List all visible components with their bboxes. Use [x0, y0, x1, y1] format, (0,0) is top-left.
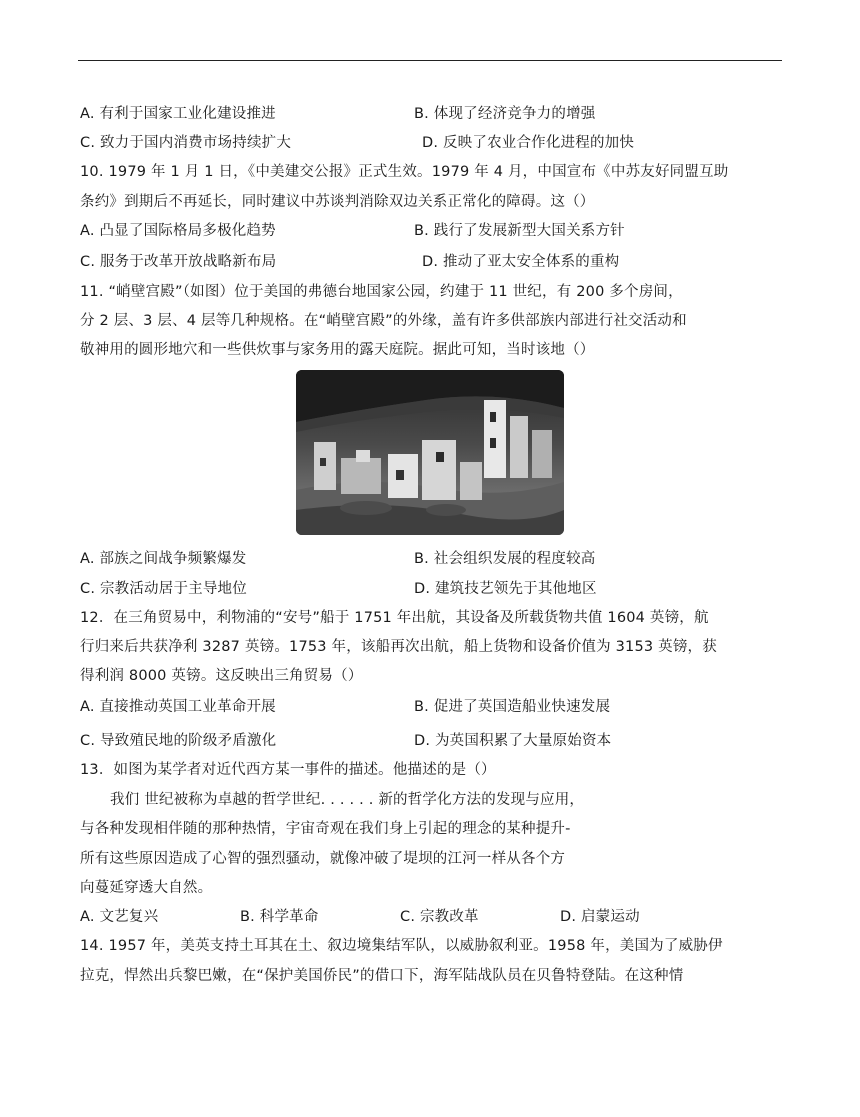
q10-option-a: A. 凸显了国际格局多极化趋势 [80, 223, 276, 239]
q11-stem-line1: 11. “峭壁宫殿”（如图）位于美国的弗德台地国家公园，约建于 11 世纪，有 200 多个房间， [80, 284, 683, 300]
q13-stem: 13．如图为某学者对近代西方某一事件的描述。他描述的是（） [80, 762, 496, 778]
q13-quote-line2: 与各种发现相伴随的那种热情，宇宙奇观在我们身上引起的理念的某种提升- [80, 821, 571, 837]
q10-option-c: C. 服务于改革开放战略新布局 [80, 254, 277, 270]
q13-option-b: B. 科学革命 [240, 909, 319, 925]
q10-stem-line1: 10. 1979 年 1 月 1 日，《中美建交公报》正式生效。1979 年 4 月，中国宣布《中苏友好同盟互助 [80, 164, 729, 180]
q13-quote-line4: 向蔓延穿透大自然。 [80, 880, 213, 896]
q12-stem-line1: 12．在三角贸易中，利物浦的“安号”船于 1751 年出航，其设备及所载货物共值 1604 英镑，航 [80, 610, 709, 626]
q11-option-a: A. 部族之间战争频繁爆发 [80, 551, 247, 567]
q12-option-c: C. 导致殖民地的阶级矛盾激化 [80, 733, 277, 749]
q12-stem-line2: 行归来后共获净利 3287 英镑。1753 年，该船再次出航，船上货物和设备价值为 3153 英镑，获 [80, 639, 717, 655]
q10-stem-line2: 条约》到期后不再延长，同时建议中苏谈判消除双边关系正常化的障碍。这（） [80, 194, 595, 210]
header-rule [78, 60, 782, 61]
q11-option-d: D. 建筑技艺领先于其他地区 [414, 581, 597, 597]
q13-option-d: D. 启蒙运动 [560, 909, 640, 925]
q13-quote-line1: 我们 世纪被称为卓越的哲学世纪. . . . . . 新的哲学化方法的发现与应用， [110, 792, 585, 808]
q12-option-d: D. 为英国积累了大量原始资本 [414, 733, 612, 749]
q13-option-a: A. 文艺复兴 [80, 909, 159, 925]
q14-stem-line1: 14. 1957 年，美英支持土耳其在土、叙边境集结军队，以威胁叙利亚。1958 年，美国为了威胁伊 [80, 938, 723, 954]
q12-option-b: B. 促进了英国造船业快速发展 [414, 699, 611, 715]
q10-option-b: B. 践行了发展新型大国关系方针 [414, 223, 625, 239]
q11-stem-line3: 敬神用的圆形地穴和一些供炊事与家务用的露天庭院。据此可知，当时该地（） [80, 342, 595, 358]
q11-option-c: C. 宗教活动居于主导地位 [80, 581, 247, 597]
q12-option-a: A. 直接推动英国工业革命开展 [80, 699, 276, 715]
q13-option-c: C. 宗教改革 [400, 909, 479, 925]
q9-option-c: C. 致力于国内消费市场持续扩大 [80, 135, 292, 151]
q13-quote-line3: 所有这些原因造成了心智的强烈骚动，就像冲破了堤坝的江河一样从各个方 [80, 851, 566, 867]
q14-stem-line2: 拉克，悍然出兵黎巴嫩，在“保护美国侨民”的借口下，海军陆战队员在贝鲁特登陆。在这种情 [80, 968, 684, 984]
q9-option-b: B. 体现了经济竞争力的增强 [414, 106, 596, 122]
q9-option-a: A. 有利于国家工业化建设推进 [80, 106, 276, 122]
q12-stem-line3: 得利润 8000 英镑。这反映出三角贸易（） [80, 668, 363, 684]
q10-option-d: D. 推动了亚太安全体系的重构 [422, 254, 620, 270]
q11-option-b: B. 社会组织发展的程度较高 [414, 551, 596, 567]
q9-option-d: D. 反映了农业合作化进程的加快 [422, 135, 635, 151]
cliff-palace-photo [296, 370, 564, 535]
q11-stem-line2: 分 2 层、3 层、4 层等几种规格。在“峭壁宫殿”的外缘，盖有许多供部族内部进行社交活动和 [80, 313, 687, 329]
